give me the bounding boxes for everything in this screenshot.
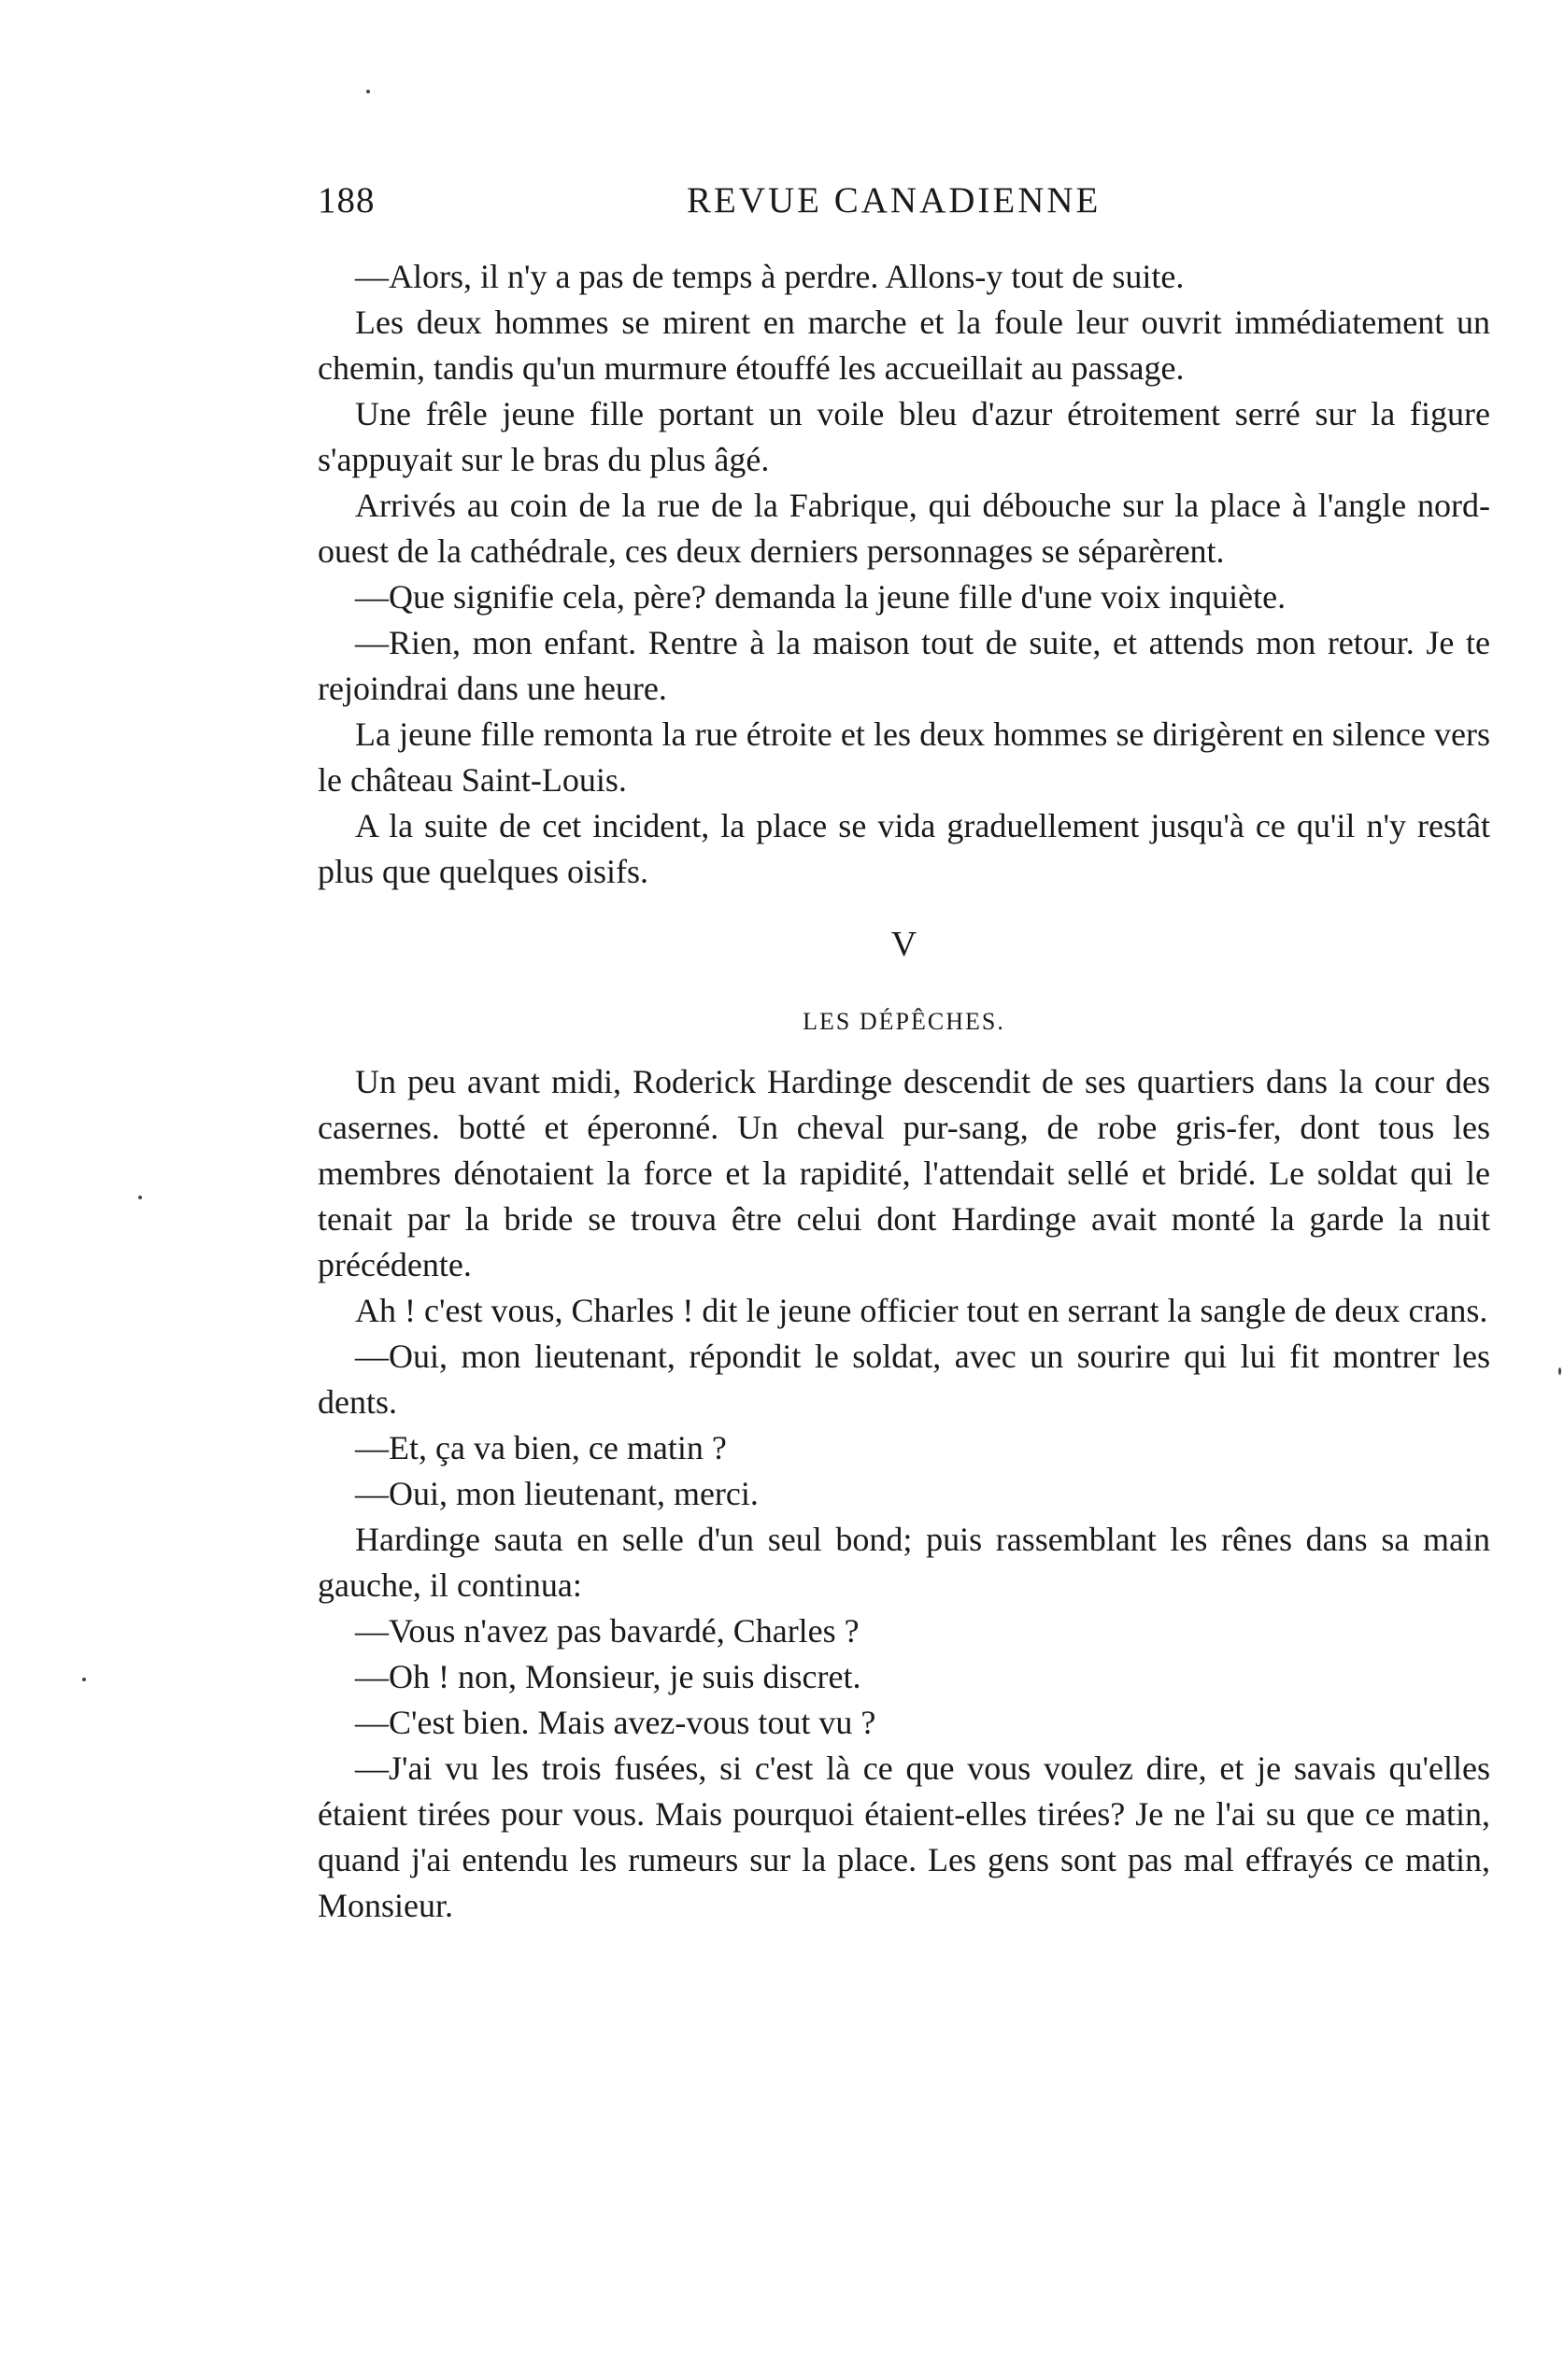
- paragraph: —Rien, mon enfant. Rentre à la maison tout de suite, et attends mon retour. Je te rejoindrai dans une heure.: [318, 624, 1490, 707]
- paragraph: —Oui, mon lieutenant, merci.: [355, 1475, 759, 1512]
- page-number: 188: [318, 180, 376, 220]
- paragraph: —Et, ça va bien, ce matin ?: [355, 1429, 727, 1466]
- paragraph: Arrivés au coin de la rue de la Fabrique, qui débouche sur la place à l'angle nord-ouest de la cathédrale, ces deux derniers personnages se séparèrent.: [318, 487, 1490, 570]
- paragraph: —J'ai vu les trois fusées, si c'est là ce que vous voulez dire, et je savais qu'elles étaient tirées pour vous. Mais pourquoi étaient-elles tirées? Je ne l'ai su que ce matin, quand j'ai entendu les rumeurs sur la place. Les gens sont pas mal effrayés ce matin, Monsieur.: [318, 1750, 1490, 1924]
- paragraph: —Vous n'avez pas bavardé, Charles ?: [355, 1612, 860, 1650]
- paragraph: —Oui, mon lieutenant, répondit le soldat, avec un sourire qui lui fit montrer les dents.: [318, 1338, 1490, 1421]
- paragraph: —Alors, il n'y a pas de temps à perdre. Allons-y tout de suite.: [355, 258, 1185, 295]
- scan-speck: [366, 90, 370, 93]
- text-before-chapter: [318, 254, 1490, 895]
- journal-title: REVUE CANADIENNE: [687, 180, 1102, 220]
- paragraph: Un peu avant midi, Roderick Hardinge descendit de ses quartiers dans la cour des casernes. botté et éperonné. Un cheval pur-sang, de robe gris-fer, dont tous les membres dénotaient la force et la rapidité, l'attendait sellé et bridé. Le soldat qui le tenait par la bride se trouva être celui dont Hardinge avait monté la garde la nuit précédente.: [318, 1063, 1490, 1283]
- paragraph: —C'est bien. Mais avez-vous tout vu ?: [355, 1704, 876, 1741]
- paragraph: —Oh ! non, Monsieur, je suis discret.: [355, 1658, 861, 1695]
- text-after-chapter: [318, 1059, 1490, 1929]
- paragraph: Une frêle jeune fille portant un voile bleu d'azur étroitement serré sur la figure s'appuyait sur le bras du plus âgé.: [318, 395, 1490, 478]
- paragraph: Ah ! c'est vous, Charles ! dit le jeune officier tout en serrant la sangle de deux crans.: [355, 1292, 1488, 1329]
- paragraph: La jeune fille remonta la rue étroite et les deux hommes se dirigèrent en silence vers le château Saint-Louis.: [318, 715, 1490, 799]
- paragraph: Hardinge sauta en selle d'un seul bond; puis rassemblant les rênes dans sa main gauche, il continua:: [318, 1521, 1490, 1604]
- scan-speck: [1558, 1367, 1561, 1375]
- scan-speck: [138, 1196, 142, 1199]
- book-page: [318, 179, 1490, 1929]
- chapter-title: LES DÉPÊCHES.: [803, 1008, 1005, 1035]
- scan-speck: [82, 1678, 86, 1681]
- paragraph: A la suite de cet incident, la place se vida graduellement jusqu'à ce qu'il n'y restât plus que quelques oisifs.: [318, 807, 1490, 890]
- chapter-number: V: [890, 925, 917, 964]
- paragraph: —Que signifie cela, père? demanda la jeune fille d'une voix inquiète.: [355, 578, 1287, 616]
- running-head: [318, 179, 1490, 235]
- paragraph: Les deux hommes se mirent en marche et la foule leur ouvrit immédiatement un chemin, tandis qu'un murmure étouffé les accueillait au passage.: [318, 304, 1490, 387]
